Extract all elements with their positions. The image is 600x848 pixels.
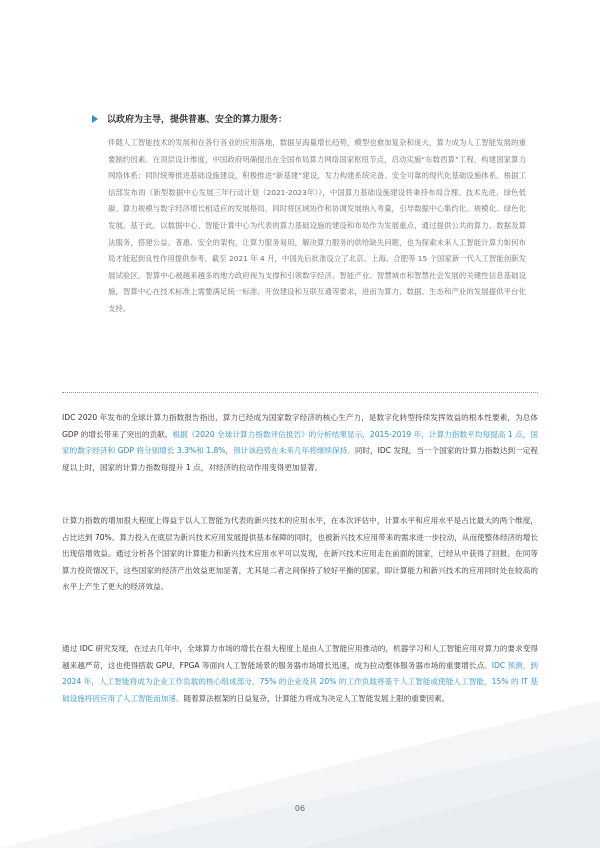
paragraph-1-text: IDC 2020 年发布的全球计算力指数报告指出，算力已经成为国家数字经济的核心生产力，是数字化转型持续发挥效益的根本性要素，为总体 GDP 的增长带来了突出的贡献。 xyxy=(62,413,538,439)
section-title: 以政府为主导，提供普惠、安全的算力服务： xyxy=(107,115,288,125)
bullet-section xyxy=(88,112,528,318)
paragraph-1-highlight: 根据《2020 全球计算力指数评估报告》的分析结果显示，2015-2019 年，计算力指数平均每提高 1 点，国家的数字经济和 GDP 将分别增长 3.3%和 1.8%，预计该趋势在未来几年将继续保持。 xyxy=(62,429,538,456)
paragraph-1-text-end: 同时，IDC 发现，当一个国家的计算力指数达到一定程度以上时，国家的计算力指数每提升 1 点，对经济的拉动作用变得更加显著。 xyxy=(62,446,538,472)
page-number: 06 xyxy=(294,804,306,813)
dotted-divider xyxy=(62,392,538,393)
paragraph-3-highlight: IDC 预测，到 2024 年，人工智能将成为企业工作负载的核心组成部分，75% 的企业及其 20% 的工作负载将基于人工智能或使能人工智能，15% 的 IT 基础设施将因应用了人工智能而加速。 xyxy=(62,660,538,703)
paragraph-3 xyxy=(62,641,538,707)
paragraph-2: 计算力指数的增加很大程度上得益于以人工智能为代表的新兴技术的应用水平，在本次评估中，计算水平和应用水平是占比最大的两个维度，占比达到 70%。算力投入在底层为新兴技术应用发展提供基本保障的同时，也被新兴技术应用带来的需求进一步拉动，从而使整体经济的增长出现倍增效益。通过分析各个国家的计算能力和新兴技术应用水平可以发现，在新兴技术应用走在前面的国家，已经从中获得了回报。在同等算力投资情况下，这些国家的经济产出效益更加显著，尤其是二者之间保持了较好平衡的国家，即计算能力和新兴技术的应用同时处在较高的水平上产生了更大的经济效益。 xyxy=(62,516,538,592)
bullet-heading xyxy=(88,112,528,125)
paragraph-1 xyxy=(62,410,538,476)
paragraph-3-text-end: 随着算法框架的日益复杂，计算能力将成为决定人工智能发展上限的重要因素。 xyxy=(183,693,450,703)
paragraph-3-text: 通过 IDC 研究发现，在过去几年中，全球算力市场的增长在很大程度上是由人工智能应用推动的，机器学习和人工智能应用对算力的要求变得越来越严苛，这也使得搭载 GPU、FPGA 等面向人工智能场景的服务器市场增长迅速，成为拉动整体服务器市场的重要增长点。 xyxy=(62,644,538,670)
triangle-bullet-icon xyxy=(92,115,98,123)
section-body: 伴随人工智能技术的发展和在各行各业的应用落地，数据呈海量增长趋势，模型也愈加复杂和庞大，算力成为人工智能发展的重要制约因素。在顶层设计维度，中国政府明确提出在全国布局算力网络国家枢纽节点，启动实施“东数西算”工程，构建国家算力网络体系；同时统筹推进基础设施建设，积极推进“新基建”建设，发力构建系统完备、安全可靠的现代化基础设施体系。根据工信部发布的《新型数据中心发展三年行动计划（2021-2023年）》，中国算力基础设施建设将秉持布局合理、技术先进、绿色低碳、算力规模与数字经济增长相适应的发展格局，同时将区域协作和协调发展纳入考量，引导数据中心集约化、规模化、绿色化发展。基于此，以数据中心、智能计算中心为代表的算力基础设施的建设和布局作为发展重点，通过提供公共的算力、数据及算法服务，搭建公益、普惠、安全的架构，让算力服务易用，解决算力服务的供给缺失问题，也为探索未来人工智能计算力如何布局才能起到良性作用提供参考。截至 2021 年 4 月，中国先后批准设立了北京、上海、合肥等 15 个国家新一代人工智能创新发展试验区。智算中心被越来越多的地方政府视为支撑和引领数字经济、智能产业、智慧城市和智慧社会发展的关键性信息基础设施，智算中心在技术标准上需要满足统一标准、开放建设和互联互通等要求，进而为算力、数据、生态和产业的发展提供平台化支持。 xyxy=(108,138,526,313)
